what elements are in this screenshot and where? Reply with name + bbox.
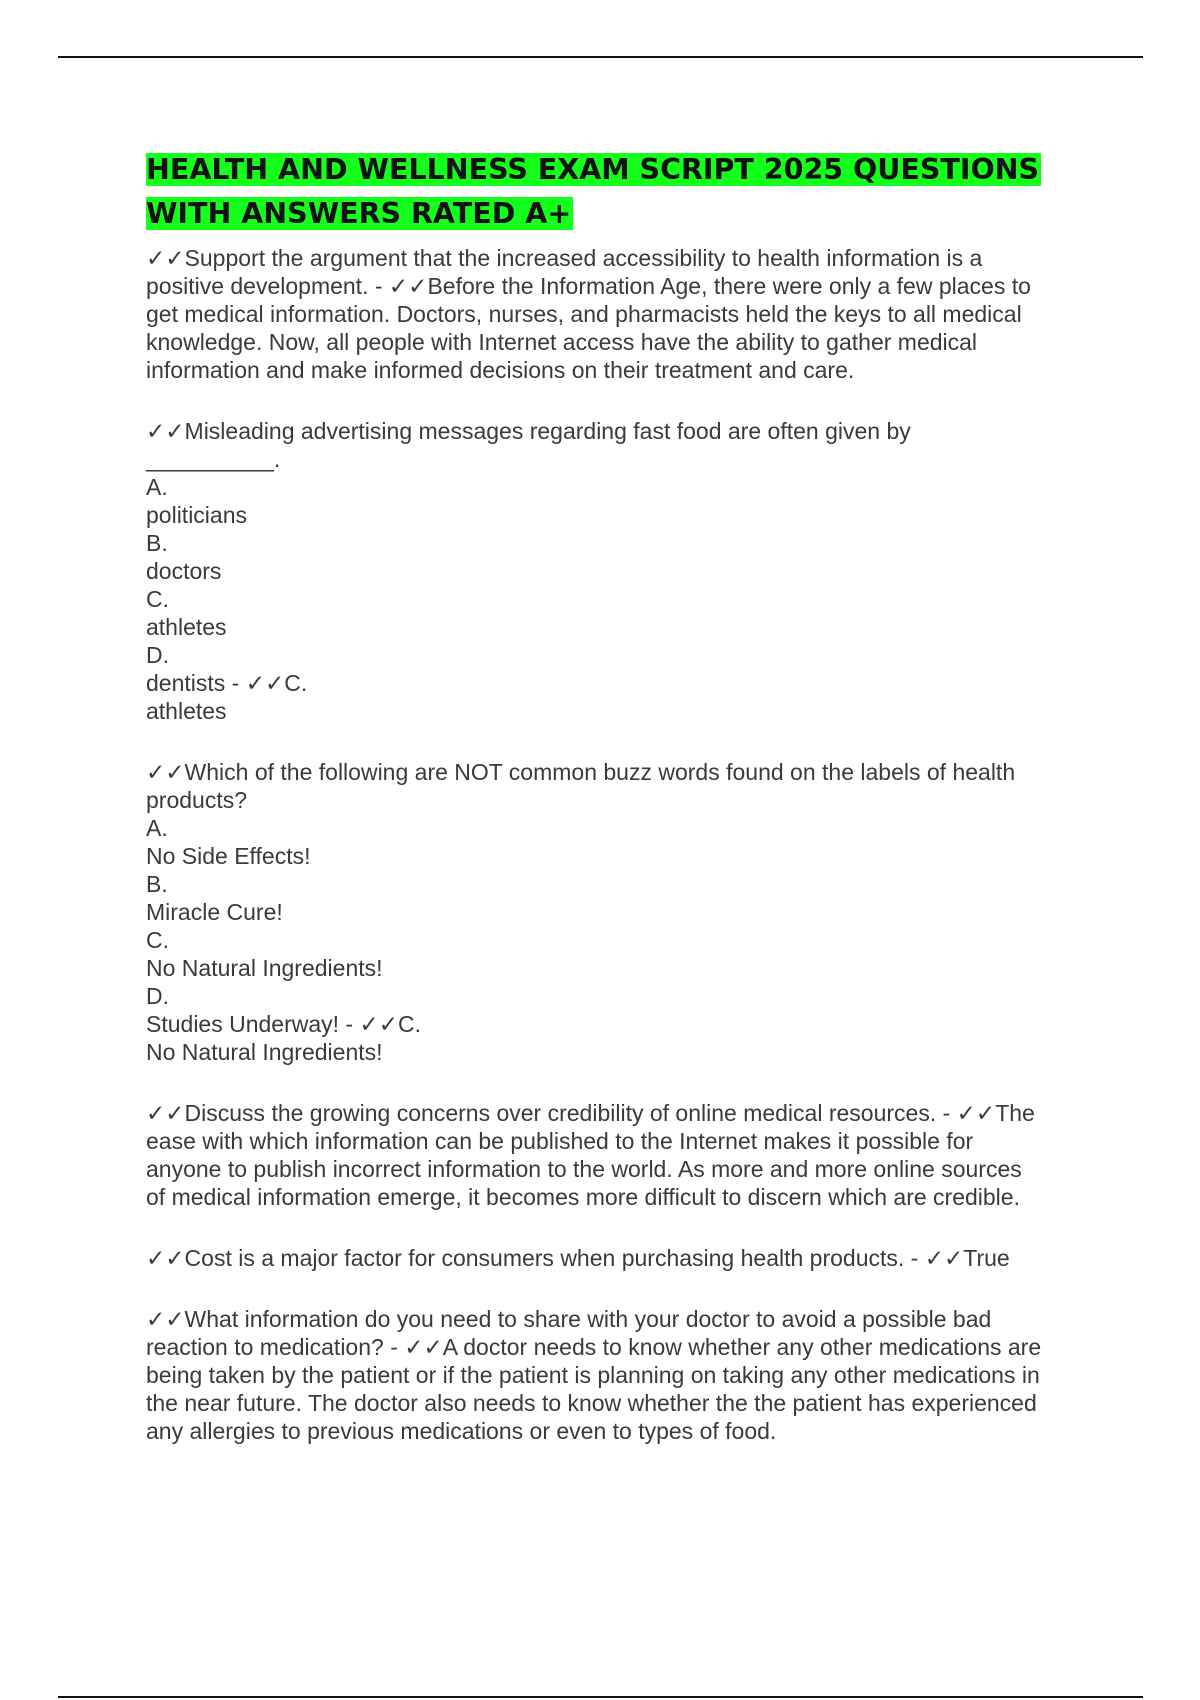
qa-line: ✓✓Discuss the growing concerns over credibility of online medical resources. - ✓✓The [146,1100,1035,1126]
qa-line: athletes [146,698,227,724]
qa-line: A. [146,474,168,500]
qa-line: ✓✓Which of the following are NOT common buzz words found on the labels of health [146,759,1016,785]
title-highlight [146,153,1041,230]
document-body [146,148,1092,1478]
qa-line: No Natural Ingredients! [146,1039,383,1065]
qa-line: information and make informed decisions on their treatment and care. [146,357,855,383]
qa-block [146,1244,1092,1272]
qa-line: B. [146,871,168,897]
qa-line: ease with which information can be published to the Internet makes it possible for [146,1128,974,1154]
qa-line: C. [146,927,169,953]
qa-line: A. [146,815,168,841]
title-line: HEALTH AND WELLNESS EXAM SCRIPT 2025 QUESTIONS [146,153,1040,186]
qa-block [146,1305,1092,1445]
qa-line: D. [146,642,169,668]
qa-line: doctors [146,558,222,584]
qa-line: B. [146,530,168,556]
qa-line: positive development. - ✓✓Before the Information Age, there were only a few places to [146,273,1031,299]
qa-block [146,1099,1092,1211]
qa-block [146,758,1092,1066]
header-rule [58,56,1143,58]
qa-line: No Side Effects! [146,843,311,869]
qa-line: No Natural Ingredients! [146,955,383,981]
qa-line: get medical information. Doctors, nurses, and pharmacists held the keys to all medical [146,301,1022,327]
qa-line: Studies Underway! - ✓✓C. [146,1011,422,1037]
qa-line: reaction to medication? - ✓✓A doctor needs to know whether any other medications are [146,1334,1042,1360]
qa-line: D. [146,983,169,1009]
footer-rule [58,1696,1143,1698]
qa-line: athletes [146,614,227,640]
qa-line: dentists - ✓✓C. [146,670,308,696]
qa-line: politicians [146,502,247,528]
qa-line: ✓✓Cost is a major factor for consumers when purchasing health products. - ✓✓True [146,1245,1010,1271]
qa-list [146,244,1092,1445]
qa-line: C. [146,586,169,612]
qa-line: anyone to publish incorrect information to the world. As more and more online sources [146,1156,1022,1182]
qa-line: ✓✓What information do you need to share with your doctor to avoid a possible bad [146,1306,992,1332]
qa-line: products? [146,787,248,813]
qa-block [146,244,1092,384]
title-line: WITH ANSWERS RATED A+ [146,197,572,230]
qa-line: Miracle Cure! [146,899,283,925]
document-title [146,148,1092,236]
qa-line: __________. [146,446,281,472]
qa-line: of medical information emerge, it becomes more difficult to discern which are credible. [146,1184,1020,1210]
qa-line: any allergies to previous medications or even to types of food. [146,1418,777,1444]
qa-line: knowledge. Now, all people with Internet access have the ability to gather medical [146,329,978,355]
qa-block [146,417,1092,725]
qa-line: ✓✓Misleading advertising messages regarding fast food are often given by [146,418,911,444]
qa-line: being taken by the patient or if the patient is planning on taking any other medications in [146,1362,1040,1388]
qa-line: the near future. The doctor also needs to know whether the the patient has experienced [146,1390,1037,1416]
qa-line: ✓✓Support the argument that the increased accessibility to health information is a [146,245,983,271]
